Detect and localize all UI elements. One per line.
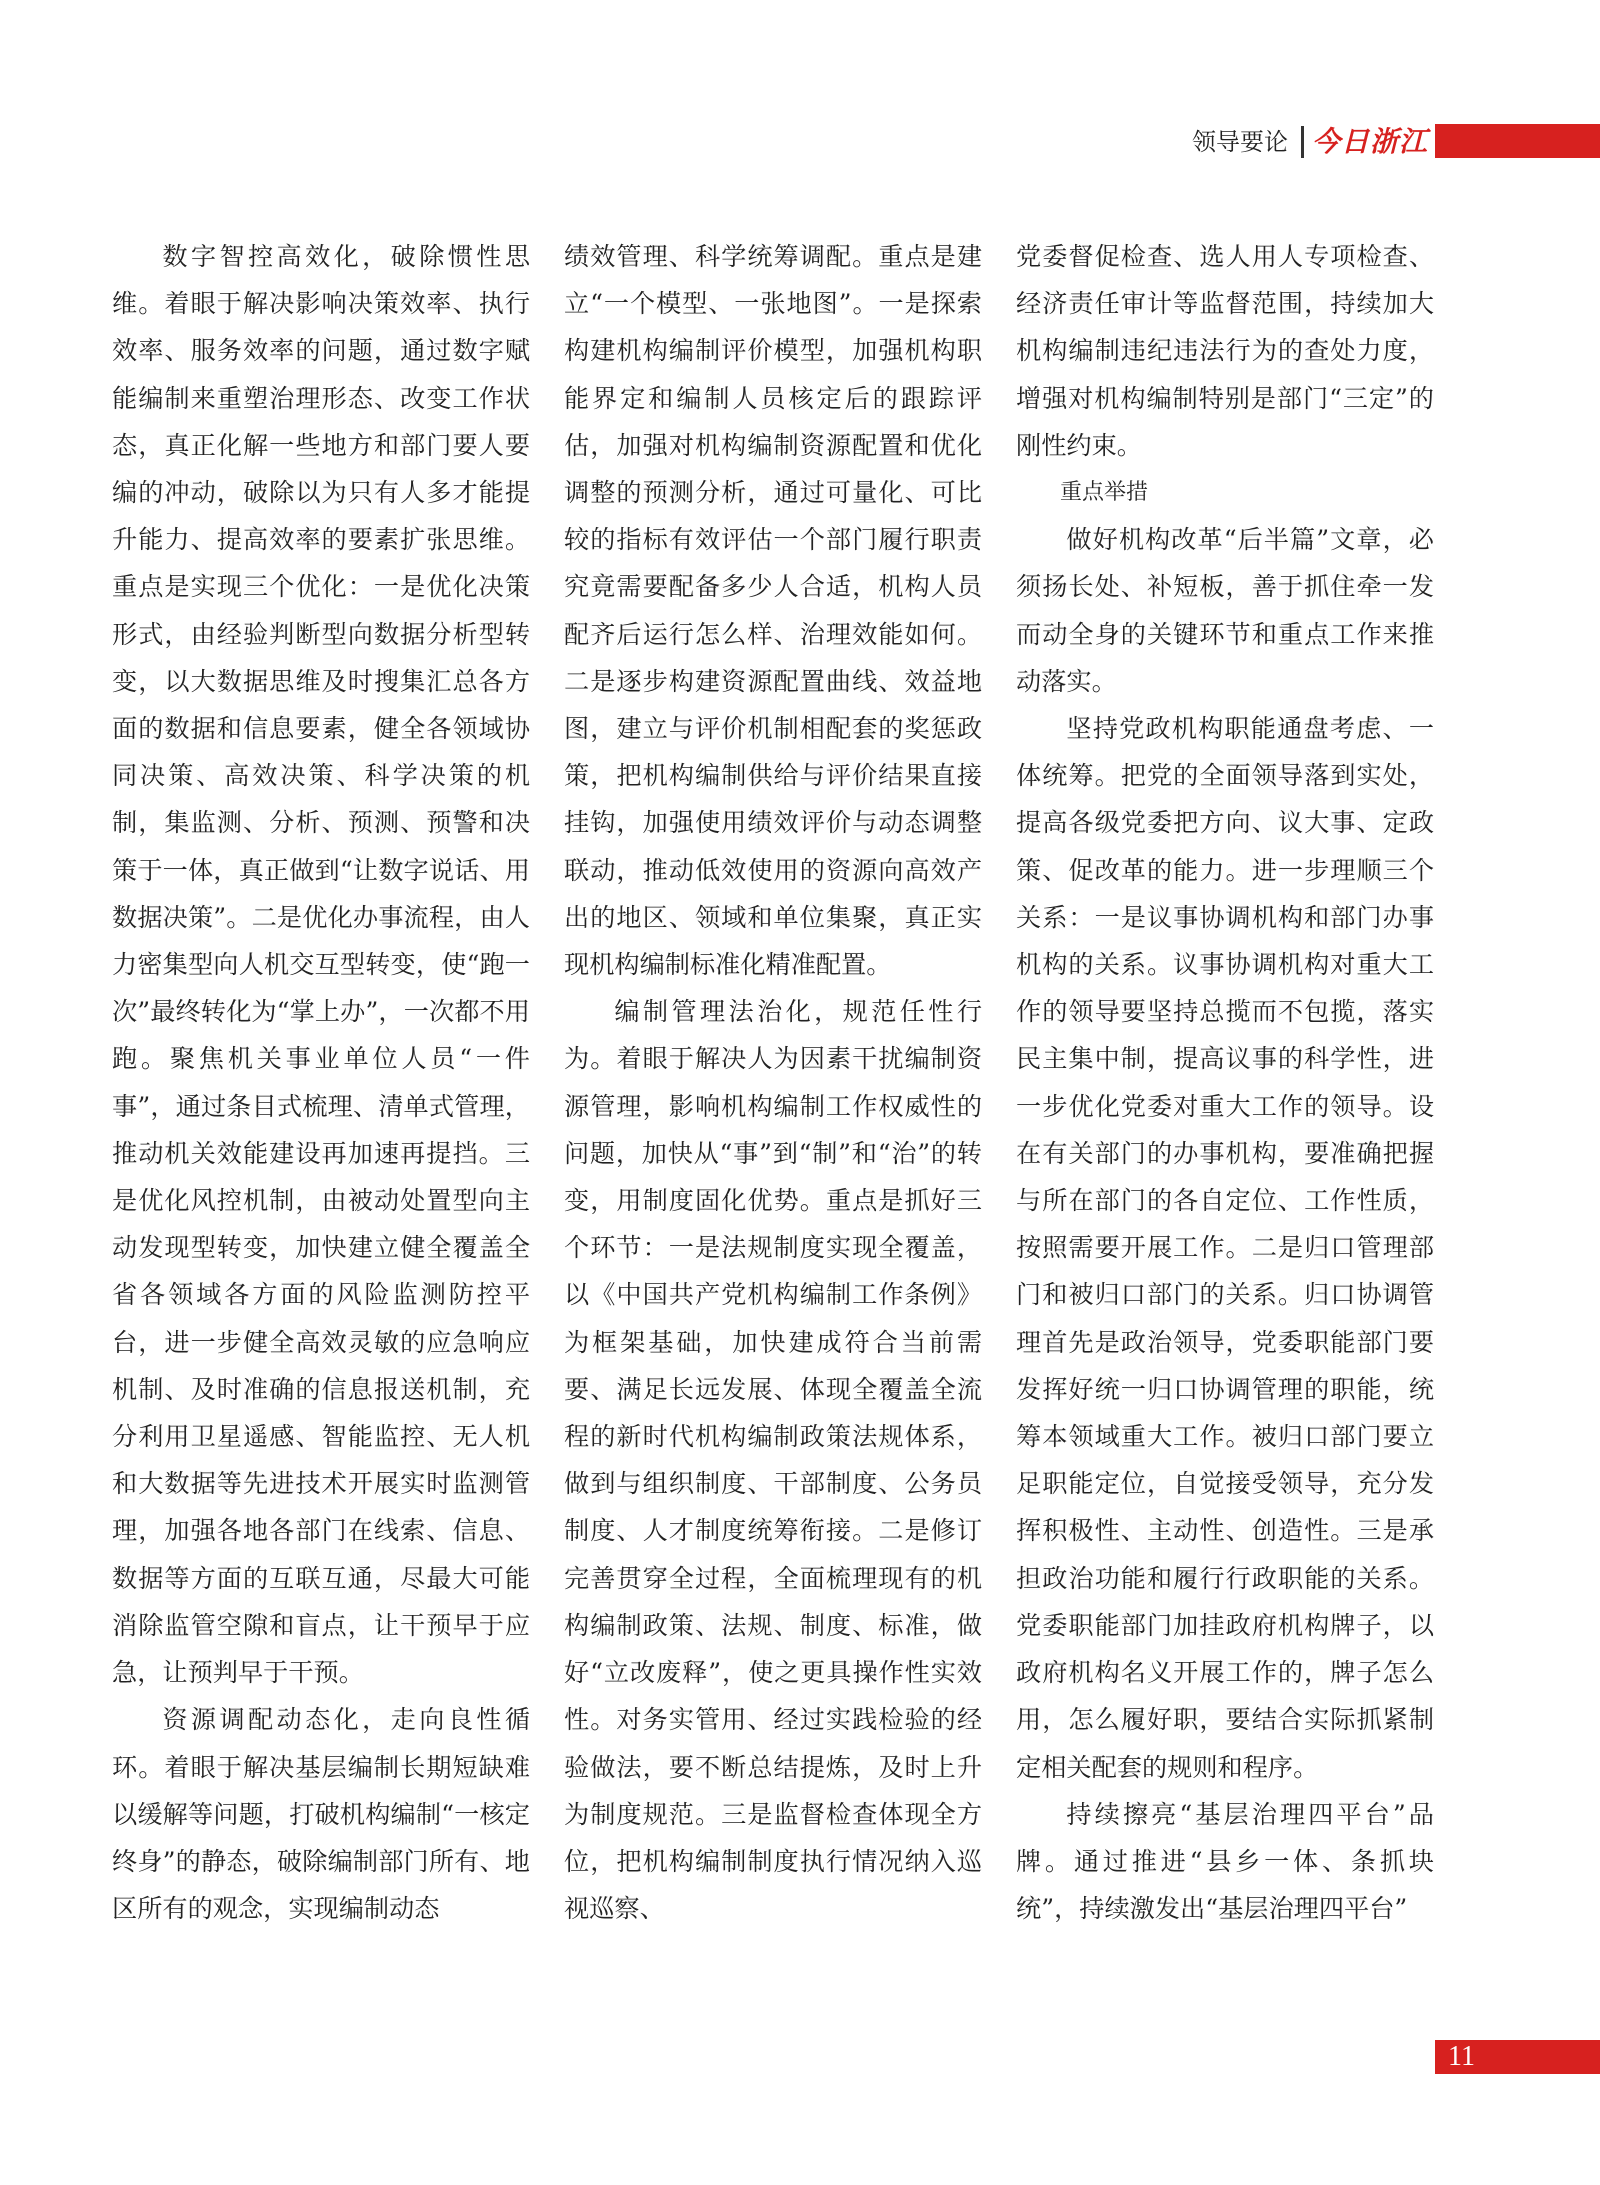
paragraph: 持续擦亮“基层治理四平台”品牌。通过推进“县乡一体、条抓块统”，持续激发出“基层治理四平台” xyxy=(1016,1799,1434,1924)
paragraph: 资源调配动态化，走向良性循环。着眼于解决基层编制长期短缺难以缓解等问题，打破机构编制“一核定终身”的静态，破除编制部门所有、地区所有的观念，实现编制动态 xyxy=(112,1705,530,1924)
text-column-2 xyxy=(564,233,982,1932)
paragraph: 坚持党政机构职能通盘考虑、一体统筹。把党的全面领导落到实处，提高各级党委把方向、议大事、定政策、促改革的能力。进一步理顺三个关系：一是议事协调机构和部门办事机构的关系。议事协调机构对重大工作的领导要坚持总揽而不包揽，落实民主集中制，提高议事的科学性，进一步优化党委对重大工作的领导。设在有关部门的办事机构，要准确把握与所在部门的各自定位、工作性质，按照需要开展工作。二是归口管理部门和被归口部门的关系。归口协调管理首先是政治领导，党委职能部门要发挥好统一归口协调管理的职能，统筹本领域重大工作。被归口部门要立足职能定位，自觉接受领导，充分发挥积极性、主动性、创造性。三是承担政治功能和履行行政职能的关系。党委职能部门加挂政府机构牌子，以政府机构名义开展工作的，牌子怎么用，怎么履好职，要结合实际抓紧制定相关配套的规则和程序。 xyxy=(1016,714,1434,1782)
magazine-logo: 今日浙江 xyxy=(1311,125,1428,158)
text-column-3 xyxy=(1016,233,1434,1932)
paragraph: 党委督促检查、选人用人专项检查、经济责任审计等监督范围，持续加大机构编制违纪违法行为的查处力度，增强对机构编制特别是部门“三定”的刚性约束。 xyxy=(1016,242,1434,460)
page-header xyxy=(0,122,1600,162)
section-subheading: 重点举措 xyxy=(1060,480,1149,506)
header-divider xyxy=(1301,126,1304,158)
header-red-bar xyxy=(1435,124,1600,158)
text-column-1 xyxy=(112,233,530,1932)
page-number: 11 xyxy=(1448,2041,1475,2072)
paragraph: 做好机构改革“后半篇”文章，必须扬长处、补短板，善于抓住牵一发而动全身的关键环节和重点工作来推动落实。 xyxy=(1016,525,1434,696)
paragraph: 数字智控高效化，破除惯性思维。着眼于解决影响决策效率、执行效率、服务效率的问题，通过数字赋能编制来重塑治理形态、改变工作状态，真正化解一些地方和部门要人要编的冲动，破除以为只有人多才能提升能力、提高效率的要素扩张思维。重点是实现三个优化：一是优化决策形式，由经验判断型向数据分析型转变，以大数据思维及时搜集汇总各方面的数据和信息要素，健全各领域协同决策、高效决策、科学决策的机制，集监测、分析、预测、预警和决策于一体，真正做到“让数字说话、用数据决策”。二是优化办事流程，由人力密集型向人机交互型转变，使“跑一次”最终转化为“掌上办”，一次都不用跑。聚焦机关事业单位人员“一件事”，通过条目式梳理、清单式管理，推动机关效能建设再加速再提挡。三是优化风控机制，由被动处置型向主动发现型转变，加快建立健全覆盖全省各领域各方面的风险监测防控平台，进一步健全高效灵敏的应急响应机制、及时准确的信息报送机制，充分利用卫星遥感、智能监控、无人机和大数据等先进技术开展实时监测管理，加强各地各部门在线索、信息、数据等方面的互联互通，尽最大可能消除监管空隙和盲点，让干预早于应急，让预判早于干预。 xyxy=(112,242,530,1688)
paragraph: 编制管理法治化，规范任性行为。着眼于解决人为因素干扰编制资源管理，影响机构编制工作权威性的问题，加快从“事”到“制”和“治”的转变，用制度固化优势。重点是抓好三个环节：一是法规制度实现全覆盖，以《中国共产党机构编制工作条例》为框架基础，加快建成符合当前需要、满足长远发展、体现全覆盖全流程的新时代机构编制政策法规体系，做到与组织制度、干部制度、公务员制度、人才制度统筹衔接。二是修订完善贯穿全过程，全面梳理现有的机构编制政策、法规、制度、标准，做好“立改废释”，使之更具操作性实效性。对务实管用、经过实践检验的经验做法，要不断总结提炼，及时上升为制度规范。三是监督检查体现全方位，把机构编制制度执行情况纳入巡视巡察、 xyxy=(564,997,982,1924)
paragraph: 绩效管理、科学统筹调配。重点是建立“一个模型、一张地图”。一是探索构建机构编制评价模型，加强机构职能界定和编制人员核定后的跟踪评估，加强对机构编制资源配置和优化调整的预测分析，通过可量化、可比较的指标有效评估一个部门履行职责究竟需要配备多少人合适，机构人员配齐后运行怎么样、治理效能如何。二是逐步构建资源配置曲线、效益地图，建立与评价机制相配套的奖惩政策，把机构编制供给与评价结果直接挂钩，加强使用绩效评价与动态调整联动，推动低效使用的资源向高效产出的地区、领域和单位集聚，真正实现机构编制标准化精准配置。 xyxy=(564,242,982,980)
section-title: 领导要论 xyxy=(1192,128,1288,156)
